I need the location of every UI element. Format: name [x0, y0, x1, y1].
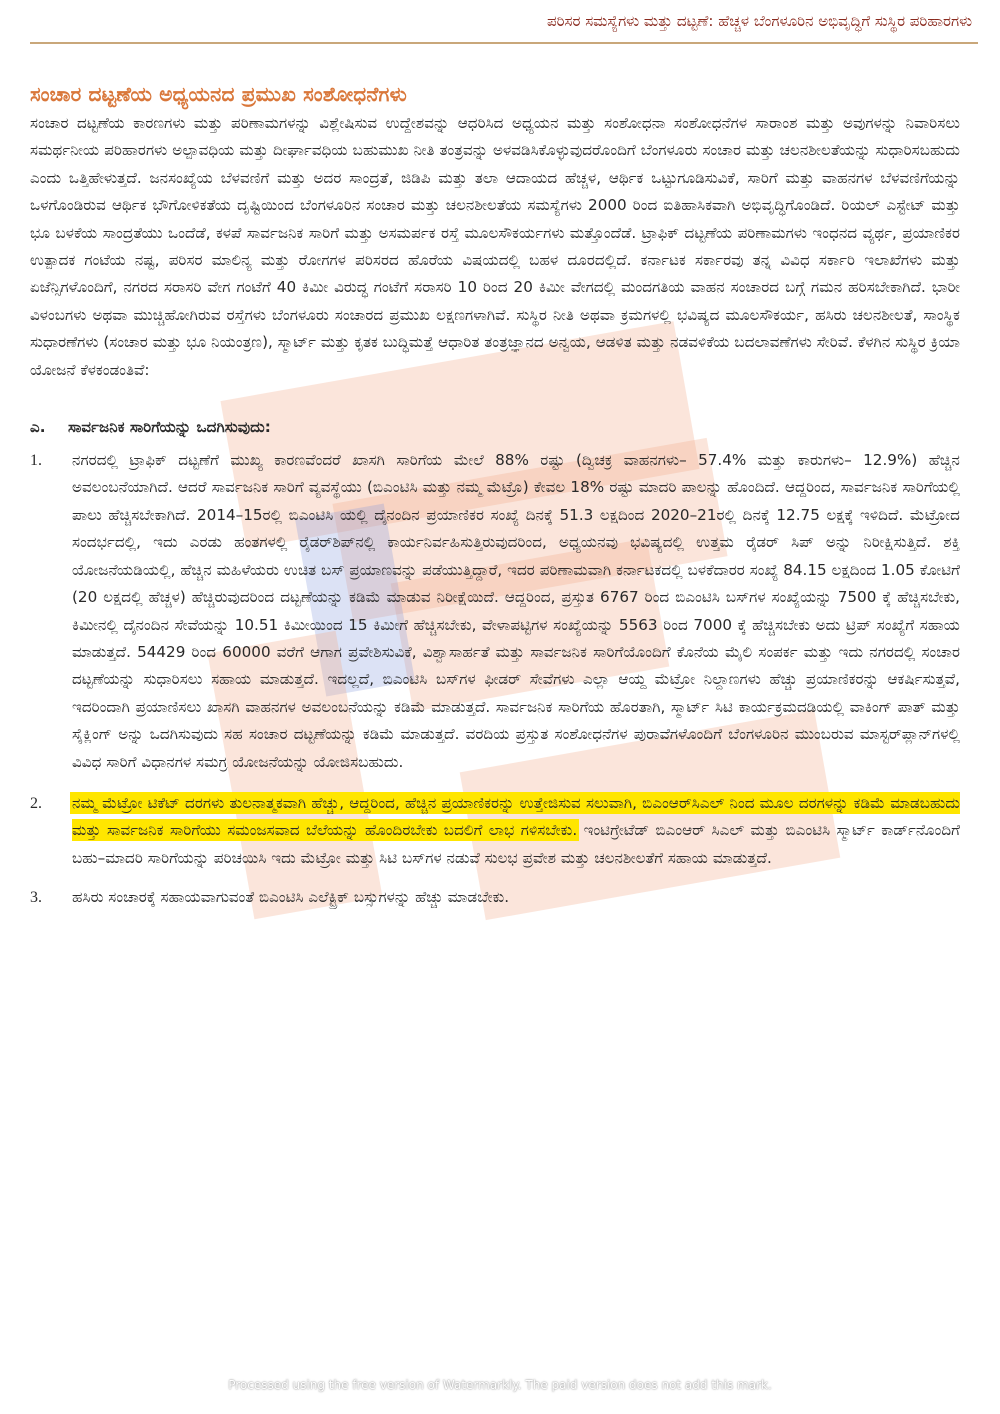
- subsection-title: ಸಾರ್ವಜನಿಕ ಸಾರಿಗೆಯನ್ನು ಒದಗಿಸುವುದು:: [68, 418, 271, 437]
- list-text: ಹಸಿರು ಸಂಚಾರಕ್ಕೆ ಸಹಾಯವಾಗುವಂತೆ ಬಿಎಂಟಿಸಿ ಎಲೆಕ್ಟ್ರಿಕ್ ಬಸ್ಸುಗಳನ್ನು ಹೆಚ್ಚು ಮಾಡಬೇಕು.: [72, 888, 510, 907]
- list-text-rest: ಇಂಟಿಗ್ರೇಟೆಡ್ ಬಿಎಂಆರ್ ಸಿಎಲ್ ಮತ್ತು ಬಿಎಂಟಿಸಿ ಸ್ಮಾರ್ಟ್ ಕಾರ್ಡ್‌ನೊಂದಿಗೆ ಬಹು–ಮಾದರಿ ಸಾರಿಗೆಯನ್ನು ಪರಿಚಯಿಸಿ ಇದು ಮೆಟ್ರೋ ಮತ್ತು ಸಿಟಿ ಬಸ್‌ಗಳ ನಡುವೆ ಸುಲಭ ಪ್ರವೇಶ ಮತ್ತು ಚಲನಶೀಲತೆಗೆ ಸಹಾಯ ಮಾಡುತ್ತದೆ.: [72, 821, 960, 867]
- list-item-2: [30, 790, 960, 872]
- list-text: [72, 790, 960, 872]
- list-text: ನಗರದಲ್ಲಿ ಟ್ರಾಫಿಕ್ ದಟ್ಟಣೆಗೆ ಮುಖ್ಯ ಕಾರಣವೆಂದರೆ ಖಾಸಗಿ ಸಾರಿಗೆಯ ಮೇಲೆ 88% ರಷ್ಟು (ದ್ವಿಚಕ್ರ ವಾಹನಗಳು– 57.4% ಮತ್ತು ಕಾರುಗಳು– 12.9%) ಹೆಚ್ಚಿನ ಅವಲಂಬನೆಯಾಗಿದೆ. ಆದರೆ ಸಾರ್ವಜನಿಕ ಸಾರಿಗೆ ವ್ಯವಸ್ಥೆಯು (ಬಿಎಂಟಿಸಿ ಮತ್ತು ನಮ್ಮ ಮೆಟ್ರೊ) ಕೇವಲ 18% ರಷ್ಟು ಮಾದರಿ ಪಾಲನ್ನು ಹೊಂದಿದೆ. ಆದ್ದರಿಂದ, ಸಾರ್ವಜನಿಕ ಸಾರಿಗೆಯಲ್ಲಿ ಪಾಲು ಹೆಚ್ಚಿಸಬೇಕಾಗಿದೆ. 2014–15ರಲ್ಲಿ ಬಿಎಂಟಿಸಿ ಯಲ್ಲಿ ದೈನಂದಿನ ಪ್ರಯಾಣಿಕರ ಸಂಖ್ಯೆ ದಿನಕ್ಕೆ 51.3 ಲಕ್ಷದಿಂದ 2020–21ರಲ್ಲಿ ದಿನಕ್ಕೆ 12.75 ಲಕ್ಷಕ್ಕೆ ಇಳಿದಿದೆ. ಮೆಟ್ರೋದ ಸಂದರ್ಭದಲ್ಲಿ, ಇದು ಎರಡು ಹಂತಗಳಲ್ಲಿ ರೈಡರ್‌ಶಿಪ್‌ನಲ್ಲಿ ಕಾರ್ಯನಿರ್ವಹಿಸುತ್ತಿರುವುದರಿಂದ, ಅಧ್ಯಯನವು ಭವಿಷ್ಯದಲ್ಲಿ ಉತ್ತಮ ರೈಡರ್ ಸಿಪ್ ಅನ್ನು ನಿರೀಕ್ಷಿಸುತ್ತಿದೆ. ಶಕ್ತಿ ಯೋಜನೆಯಡಿಯಲ್ಲಿ, ಹೆಚ್ಚಿನ ಮಹಿಳೆಯರು ಉಚಿತ ಬಸ್ ಪ್ರಯಾಣವನ್ನು ಪಡೆಯುತ್ತಿದ್ದಾರೆ, ಇದರ ಪರಿಣಾಮವಾಗಿ ಕರ್ನಾಟಕದಲ್ಲಿ ಬಳಕೆದಾರರ ಸಂಖ್ಯೆ 84.15 ಲಕ್ಷದಿಂದ 1.05 ಕೋಟಿಗೆ (20 ಲಕ್ಷದಲ್ಲಿ ಹೆಚ್ಚಳ) ಹೆಚ್ಚಿರುವುದರಿಂದ ದಟ್ಟಣೆಯನ್ನು ಕಡಿಮೆ ಮಾಡುವ ನಿರೀಕ್ಷೆಯಿದೆ. ಆದ್ದರಿಂದ, ಪ್ರಸ್ತುತ 6767 ರಿಂದ ಬಿಎಂಟಿಸಿ ಬಸ್‌ಗಳ ಸಂಖ್ಯೆಯನ್ನು 7500 ಕ್ಕೆ ಹೆಚ್ಚಿಸಬೇಕು, ಕಿಮೀನಲ್ಲಿ ದೈನಂದಿನ ಸೇವೆಯನ್ನು 10.51 ಕಿಮೀಯಿಂದ 15 ಕಿಮೀಗೆ ಹೆಚ್ಚಿಸಬೇಕು, ವೇಳಾಪಟ್ಟಿಗಳ ಸಂಖ್ಯೆಯನ್ನು 5563 ರಿಂದ 7000 ಕ್ಕೆ ಹೆಚ್ಚಿಸಬೇಕು ಅದು ಟ್ರಿಪ್ ಸಂಖ್ಯೆಗೆ ಸಹಾಯ ಮಾಡುತ್ತದೆ. 54429 ರಿಂದ 60000 ವರೆಗೆ ಆಗಾಗ ಪ್ರವೇಶಿಸುವಿಕೆ, ವಿಶ್ವಾಸಾರ್ಹತೆ ಮತ್ತು ಸಾರ್ವಜನಿಕ ಸಾರಿಗೆಯೊಂದಿಗೆ ಕೊನೆಯ ಮೈಲಿ ಸಂಪರ್ಕ ಮತ್ತು ಇದು ನಗರದಲ್ಲಿ ಸಂಚಾರ ದಟ್ಟಣೆಯನ್ನು ಸುಧಾರಿಸಲು ಸಹಾಯ ಮಾಡುತ್ತದೆ. ಇದಲ್ಲದೆ, ಬಿಎಂಟಿಸಿ ಬಸ್‌ಗಳ ಫೀಡರ್ ಸೇವೆಗಳು ಎಲ್ಲಾ ಆಯ್ದ ಮೆಟ್ರೋ ನಿಲ್ದಾಣಗಳು ಹೆಚ್ಚು ಪ್ರಯಾಣಿಕರನ್ನು ಆಕರ್ಷಿಸುತ್ತವೆ, ಇದರಿಂದಾಗಿ ಪ್ರಯಾಣಿಸಲು ಖಾಸಗಿ ವಾಹನಗಳ ಅವಲಂಬನೆಯನ್ನು ಕಡಿಮೆ ಮಾಡುತ್ತದೆ. ಸಾರ್ವಜನಿಕ ಸಾರಿಗೆಯ ಹೊರತಾಗಿ, ಸ್ಮಾರ್ಟ್ ಸಿಟಿ ಕಾರ್ಯಕ್ರಮದಡಿಯಲ್ಲಿ ವಾಕಿಂಗ್ ಪಾತ್ ಮತ್ತು ಸೈಕ್ಲಿಂಗ್ ಅನ್ನು ಒದಗಿಸುವುದು ಸಹ ಸಂಚಾರ ದಟ್ಟಣೆಯನ್ನು ಕಡಿಮೆ ಮಾಡುತ್ತದೆ. ವರದಿಯ ಪ್ರಸ್ತುತ ಸಂಶೋಧನೆಗಳ ಪುರಾವೆಗಳೊಂದಿಗೆ ಬೆಂಗಳೂರಿನ ಮುಂಬರುವ ಮಾಸ್ಟರ್‌ಪ್ಲಾನ್‌ಗಳಲ್ಲಿ ವಿವಿಧ ಸಾರಿಗೆ ವಿಧಾನಗಳ ಸಮಗ್ರ ಯೋಜನೆಯನ್ನು ಯೋಜಿಸಬಹುದು.: [72, 451, 960, 771]
- list-number: 1.: [30, 452, 42, 470]
- subsection-marker: ಎ.: [30, 418, 46, 437]
- section-heading: ಸಂಚಾರ ದಟ್ಟಣೆಯ ಅಧ್ಯಯನದ ಪ್ರಮುಖ ಸಂಶೋಧನೆಗಳು: [30, 82, 407, 106]
- list-item-1: [30, 447, 960, 776]
- intro-paragraph: ಸಂಚಾರ ದಟ್ಟಣೆಯ ಕಾರಣಗಳು ಮತ್ತು ಪರಿಣಾಮಗಳನ್ನು ವಿಶ್ಲೇಷಿಸುವ ಉದ್ದೇಶವನ್ನು ಆಧರಿಸಿದ ಅಧ್ಯಯನ ಮತ್ತು ಸಂಶೋಧನಾ ಸಂಶೋಧನೆಗಳ ಸಾರಾಂಶ ಮತ್ತು ಅವುಗಳನ್ನು ನಿವಾರಿಸಲು ಸಮರ್ಥನೀಯ ಪರಿಹಾರಗಳು ಅಲ್ಪಾವಧಿಯ ಮತ್ತು ದೀರ್ಘಾವಧಿಯ ಬಹುಮುಖ ನೀತಿ ತಂತ್ರವನ್ನು ಅಳವಡಿಸಿಕೊಳ್ಳುವುದರೊಂದಿಗೆ ಬೆಂಗಳೂರು ಸಂಚಾರ ಮತ್ತು ಚಲನಶೀಲತೆಯನ್ನು ಸುಧಾರಿಸಬಹುದು ಎಂದು ಒತ್ತಿಹೇಳುತ್ತದೆ. ಜನಸಂಖ್ಯೆಯ ಬೆಳವಣಿಗೆ ಮತ್ತು ಅದರ ಸಾಂದ್ರತೆ, ಜಿಡಿಪಿ ಮತ್ತು ತಲಾ ಆದಾಯದ ಹೆಚ್ಚಳ, ಆರ್ಥಿಕ ಒಟ್ಟುಗೂಡಿಸುವಿಕೆ, ಸಾರಿಗೆ ಮತ್ತು ವಾಹನಗಳ ಬೆಳವಣಿಗೆಯನ್ನು ಒಳಗೊಂಡಿರುವ ಆರ್ಥಿಕ ಭೌಗೋಳಿಕತೆಯ ದೃಷ್ಟಿಯಿಂದ ಬೆಂಗಳೂರಿನ ಸಂಚಾರ ಮತ್ತು ಚಲನಶೀಲತೆಯ ಸಮಸ್ಯೆಗಳು 2000 ರಿಂದ ಐತಿಹಾಸಿಕವಾಗಿ ಅಭಿವೃದ್ಧಿಗೊಂಡಿದೆ. ರಿಯಲ್ ಎಸ್ಟೇಟ್ ಮತ್ತು ಭೂ ಬಳಕೆಯ ಸಾಂದ್ರತೆಯು ಒಂದೆಡೆ, ಕಳಪೆ ಸಾರ್ವಜನಿಕ ಸಾರಿಗೆ ಮತ್ತು ಅಸಮರ್ಪಕ ರಸ್ತೆ ಮೂಲಸೌಕರ್ಯಗಳು ಮತ್ತೊಂದೆಡೆ. ಟ್ರಾಫಿಕ್ ದಟ್ಟಣೆಯ ಪರಿಣಾಮಗಳು ಇಂಧನದ ವ್ಯರ್ಥ, ಪ್ರಯಾಣಿಕರ ಉತ್ಪಾದಕ ಗಂಟೆಯ ನಷ್ಟ, ಪರಿಸರ ಮಾಲಿನ್ಯ ಮತ್ತು ರೋಗಗಳ ಪರಿಸರದ ಹೊರೆಯ ವಿಷಯದಲ್ಲಿ ಬಹಳ ದೂರದಲ್ಲಿದೆ. ಕರ್ನಾಟಕ ಸರ್ಕಾರವು ತನ್ನ ವಿವಿಧ ಸರ್ಕಾರಿ ಇಲಾಖೆಗಳು ಮತ್ತು ಏಜೆನ್ಸಿಗಳೊಂದಿಗೆ, ನಗರದ ಸರಾಸರಿ ವೇಗ ಗಂಟೆಗೆ 40 ಕಿಮೀ ವಿರುದ್ಧ ಗಂಟೆಗೆ ಸರಾಸರಿ 10 ರಿಂದ 20 ಕಿಮೀ ವೇಗದಲ್ಲಿ ಮಂದಗತಿಯ ವಾಹನ ಸಂಚಾರದ ಬಗ್ಗೆ ಗಮನ ಹರಿಸಬೇಕಾಗಿದೆ. ಭಾರೀ ವಿಳಂಬಗಳು ಅಥವಾ ಮುಚ್ಚಿಹೋಗಿರುವ ರಸ್ತೆಗಳು ಬೆಂಗಳೂರು ಸಂಚಾರದ ಪ್ರಮುಖ ಲಕ್ಷಣಗಳಾಗಿವೆ. ಸುಸ್ಥಿರ ನೀತಿ ಅಥವಾ ಕ್ರಮಗಳಲ್ಲಿ ಭವಿಷ್ಯದ ಮೂಲಸೌಕರ್ಯ, ಹಸಿರು ಚಲನಶೀಲತೆ, ಸಾಂಸ್ಥಿಕ ಸುಧಾರಣೆಗಳು (ಸಂಚಾರ ಮತ್ತು ಭೂ ನಿಯಂತ್ರಣ), ಸ್ಮಾರ್ಟ್ ಮತ್ತು ಕೃತಕ ಬುದ್ಧಿಮತ್ತೆ ಆಧಾರಿತ ತಂತ್ರಜ್ಞಾನದ ಅನ್ವಯ, ಆಡಳಿತ ಮತ್ತು ನಡವಳಿಕೆಯ ಬದಲಾವಣೆಗಳು ಸೇರಿವೆ. ಕೆಳಗಿನ ಸುಸ್ಥಿರ ಕ್ರಿಯಾ ಯೋಜನೆ ಕೆಳಕಂಡಂತಿವೆ:: [30, 114, 960, 379]
- processing-watermark-text: Processed using the free version of Watermarkly. The paid version does not add this mark.: [228, 1378, 772, 1392]
- list-number: 2.: [30, 794, 42, 812]
- running-header-title: ಪರಿಸರ ಸಮಸ್ಯೆಗಳು ಮತ್ತು ದಟ್ಟಣೆ: ಹೆಚ್ಚಳ ಬೆಂಗಳೂರಿನ ಅಭಿವೃದ್ಧಿಗೆ ಸುಸ್ಥಿರ ಪರಿಹಾರಗಳು: [547, 12, 972, 30]
- highlighted-text: ನಮ್ಮ ಮೆಟ್ರೋ ಟಿಕೆಟ್ ದರಗಳು ತುಲನಾತ್ಮಕವಾಗಿ ಹೆಚ್ಚು, ಆದ್ದರಿಂದ, ಹೆಚ್ಚಿನ ಪ್ರಯಾಣಿಕರನ್ನು ಉತ್ತೇಜಿಸುವ ಸಲುವಾಗಿ, ಬಿಎಂಆರ್‌ಸಿಎಲ್ ನಿಂದ ಮೂಲ ದರಗಳನ್ನು ಕಡಿಮೆ ಮಾಡಬಹುದು ಮತ್ತು ಸಾರ್ವಜನಿಕ ಸಾರಿಗೆಯು ಸಮಂಜಸವಾದ ಬೆಲೆಯನ್ನು ಹೊಂದಿರಬೇಕು ಬದಲಿಗೆ ಲಾಭ ಗಳಿಸಬೇಕು.: [72, 793, 960, 840]
- running-header: [30, 6, 978, 44]
- subsection-heading: [30, 418, 960, 437]
- list-number: 3.: [30, 889, 42, 907]
- document-body: [30, 82, 960, 912]
- list-item-3: [30, 884, 960, 911]
